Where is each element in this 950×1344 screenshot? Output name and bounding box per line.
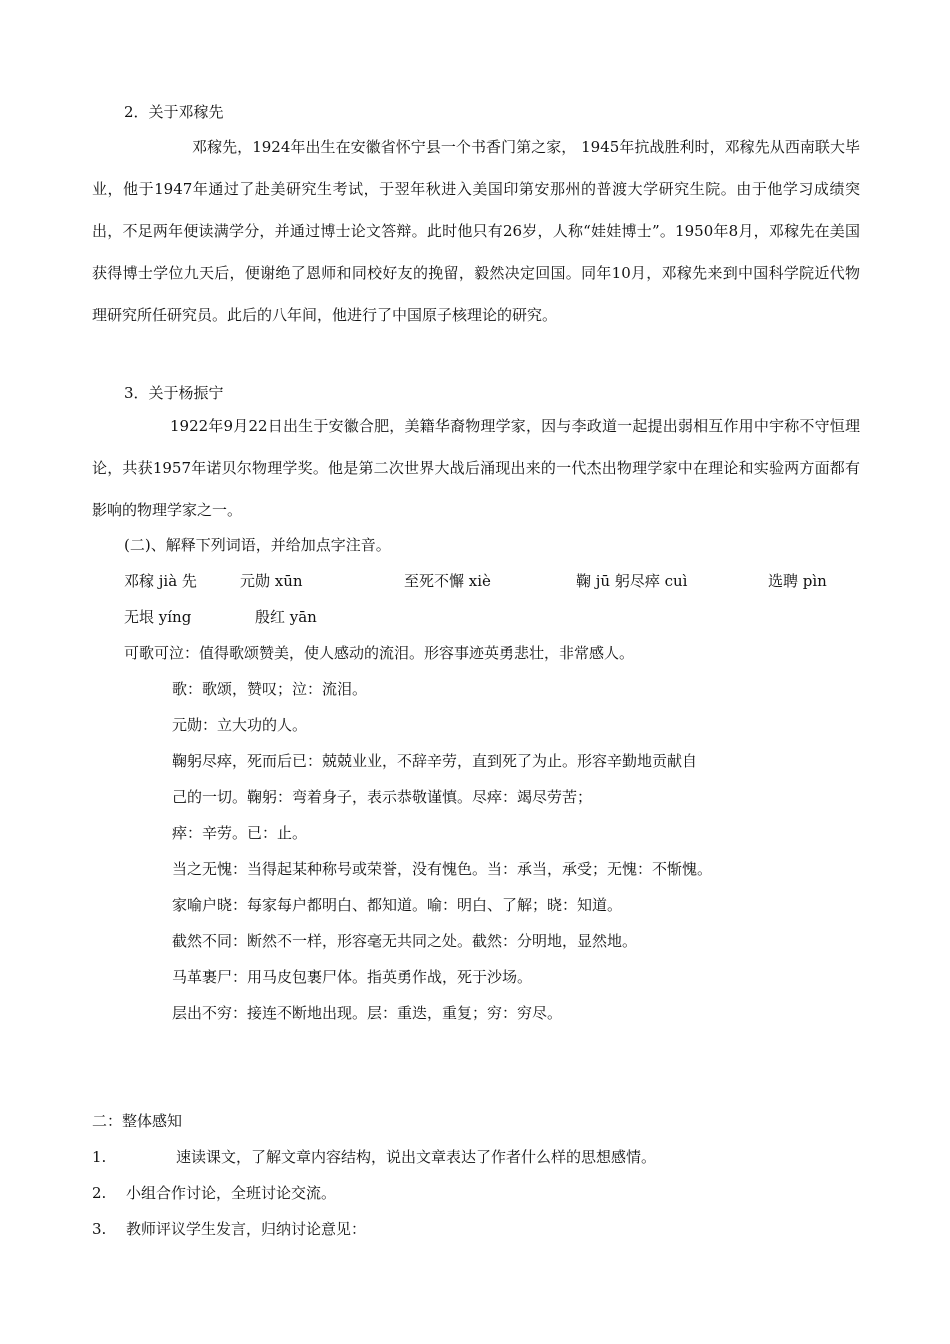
deng-paragraph [92,126,860,336]
yang-paragraph [92,405,860,531]
section-heading-deng: 2．关于邓稼先 [124,103,224,121]
yang-paragraph-text: 1922年9月22日出生于安徽合肥，美籍华裔物理学家，因与李政道一起提出弱相互作用中宇称不守恒理论，共获1957年诺贝尔物理学奖。他是第二次世界大战后涌现出来的一代杰出物理学家中在理论和实验两方面都有影响的物理学家之一。 [92,417,860,519]
definition-line: 当之无愧：当得起某种称号或荣誉，没有愧色。当：承当，承受；无愧：不惭愧。 [172,860,713,878]
definition-line: 可歌可泣：值得歌颂赞美，使人感动的流泪。形容事迹英勇悲壮，非常感人。 [124,644,635,662]
section-heading-yang: 3．关于杨振宁 [124,384,224,402]
definition-line: 截然不同：断然不一样，形容毫无共同之处。截然：分明地，显然地。 [172,932,638,950]
pinyin-item: 邓稼 jià 先 [124,572,197,590]
overall-heading: 二：整体感知 [92,1112,183,1130]
pinyin-item: 选聘 pìn [768,572,827,590]
definition-line: 己的一切。鞠躬：弯着身子，表示恭敬谨慎。尽瘁：竭尽劳苦； [172,788,593,806]
definition-line: 马革裹尸：用马皮包裹尸体。指英勇作战，死于沙场。 [172,968,533,986]
overall-item-number: 3. [92,1220,107,1238]
pinyin-item: 无垠 yíng [124,608,192,626]
definition-line: 层出不穷：接连不断地出现。层：重迭，重复；穷：穷尽。 [172,1004,563,1022]
definition-line: 瘁：辛劳。已：止。 [172,824,308,842]
overall-item-text: 小组合作讨论，全班讨论交流。 [126,1184,337,1202]
definition-line: 家喻户晓：每家每户都明白、都知道。喻：明白、了解；晓：知道。 [172,896,623,914]
deng-paragraph-text: 邓稼先，1924年出生在安徽省怀宁县一个书香门第之家， 1945年抗战胜利时，邓稼先从西南联大毕业，他于1947年通过了赴美研究生考试，于翌年秋进入美国印第安那州的普渡大学研究生院。由于他学习成绩突出，不足两年便读满学分，并通过博士论文答辩。此时他只有26岁，人称“娃娃博士”。1950年8月，邓稼先在美国获得博士学位九天后，便谢绝了恩师和同校好友的挽留，毅然决定回国。同年10月，邓稼先来到中国科学院近代物理研究所任研究员。此后的八年间，他进行了中国原子核理论的研究。 [92,138,860,324]
definition-line: 歌：歌颂，赞叹；泣：流泪。 [172,680,368,698]
overall-item-number: 1. [92,1148,107,1166]
pinyin-item: 元勋 xūn [240,572,303,590]
pinyin-item: 殷红 yān [255,608,317,626]
pinyin-item: 至死不懈 xiè [404,572,491,590]
definition-line: 鞠躬尽瘁，死而后已：兢兢业业，不辞辛劳，直到死了为止。形容辛勤地贡献自 [172,752,698,770]
overall-item-text: 速读课文，了解文章内容结构，说出文章表达了作者什么样的思想感情。 [176,1148,657,1166]
vocab-heading: (二)、解释下列词语，并给加点字注音。 [124,536,391,554]
definition-line: 元勋：立大功的人。 [172,716,308,734]
overall-item-number: 2. [92,1184,107,1202]
overall-item-text: 教师评议学生发言，归纳讨论意见： [126,1220,367,1238]
pinyin-item: 鞠 jū 躬尽瘁 cuì [576,572,688,590]
